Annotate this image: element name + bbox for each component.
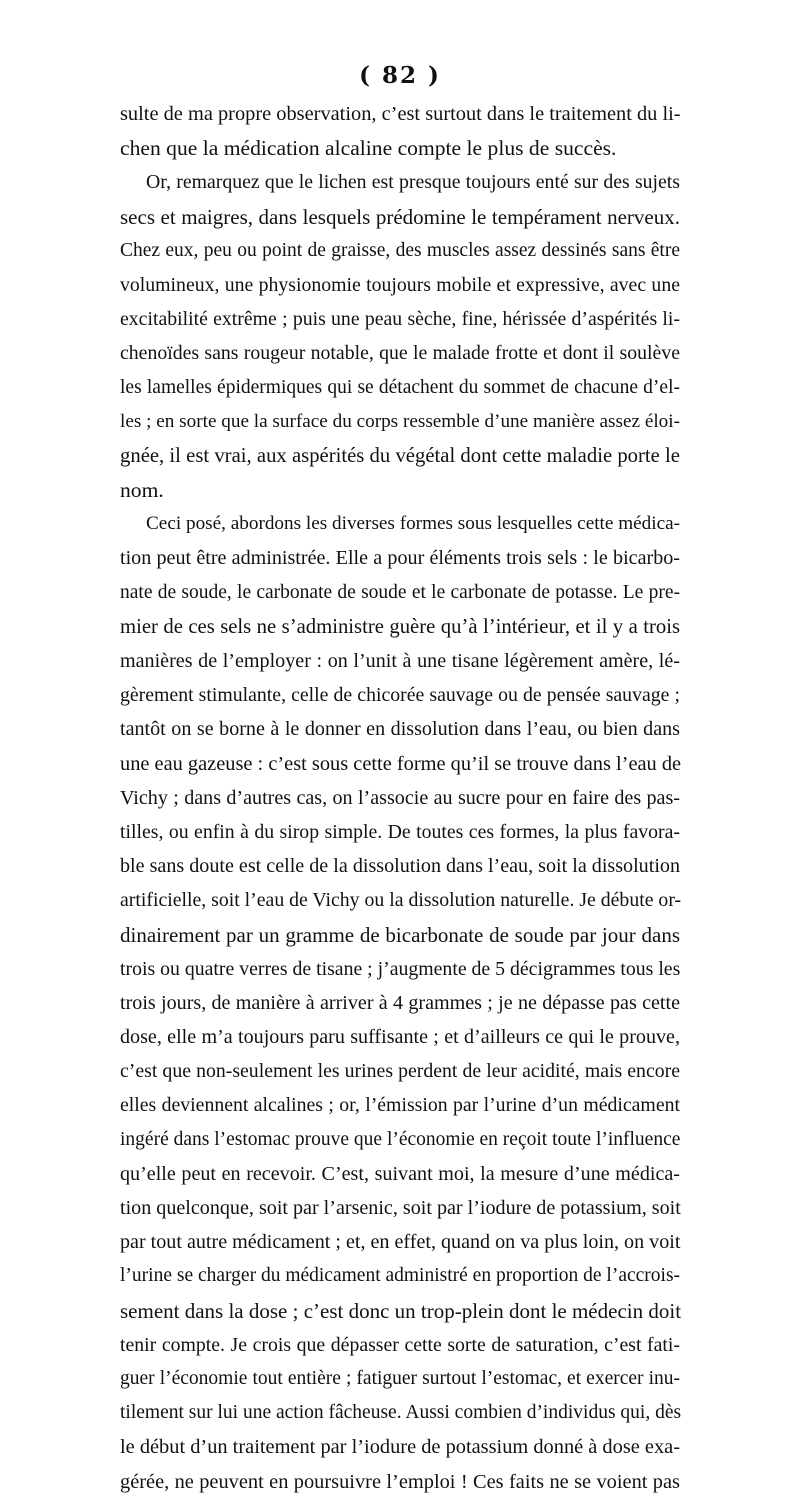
text-line: chenoïdes sans rougeur notable, que le malade frotte et dont il soulève (120, 342, 680, 365)
text-line: tilles, ou enfin à du sirop simple. De toutes ces formes, la plus favora- (120, 820, 680, 843)
text-line: qu’elle peut en recevoir. C’est, suivant moi, la mesure d’une médica- (120, 1162, 680, 1185)
text-line: Vichy ; dans d’autres cas, on l’associe au sucre pour en faire des pas- (120, 786, 680, 809)
text-line: gérée, ne peuvent en poursuivre l’emploi ! Ces faits ne se voient pas (120, 1470, 680, 1493)
page-number: ( 82 ) (359, 62, 441, 89)
text-line: tantôt on se borne à le donner en dissolution dans l’eau, ou bien dans (120, 718, 680, 741)
text-line: gèrement stimulante, celle de chicorée sauvage ou de pensée sauvage ; (120, 684, 680, 707)
text-line: excitabilité extrême ; puis une peau sèche, fine, hérissée d’aspérités li- (120, 308, 680, 331)
text-line: volumineux, une physionomie toujours mobile et expressive, avec une (120, 273, 680, 296)
text-line: trois jours, de manière à arriver à 4 grammes ; je ne dépasse pas cette (120, 991, 680, 1014)
text-line: c’est que non-seulement les urines perdent de leur acidité, mais encore (120, 1060, 680, 1083)
text-line: guer l’économie tout entière ; fatiguer surtout l’estomac, et exercer inu- (120, 1367, 680, 1389)
paragraph-3 (120, 507, 680, 1498)
text-line: le début d’un traitement par l’iodure de potassium donné à dose exa- (120, 1436, 680, 1459)
text-line: gnée, il est vrai, aux aspérités du végétal dont cette maladie porte le (120, 444, 680, 467)
paragraph-2 (120, 165, 680, 507)
text-line: par tout autre médicament ; et, en effet, quand on va plus loin, on voit (120, 1231, 681, 1254)
text-line: Ceci posé, abordons les diverses formes sous lesquelles cette médica- (146, 513, 680, 535)
text-line: Chez eux, peu ou point de graisse, des muscles assez dessinés sans être (120, 239, 680, 261)
text-line: l’urine se charger du médicament administré en proportion de l’accrois- (120, 1265, 681, 1287)
paragraph-1 (120, 97, 680, 165)
text-line: les lamelles épidermiques qui se détachent du sommet de chacune d’el- (120, 376, 680, 398)
text-line: ble sans doute est celle de la dissolution dans l’eau, soit la dissolution (120, 855, 680, 878)
text-line: mier de ces sels ne s’administre guère qu’à l’intérieur, et il y a trois (120, 615, 680, 638)
text-line: secs et maigres, dans lesquels prédomine le tempérament nerveux. (120, 204, 680, 229)
text-line: trois ou quatre verres de tisane ; j’augmente de 5 décigrammes tous les (120, 957, 681, 980)
text-line: une eau gazeuse : c’est sous cette forme qu’il se trouve dans l’eau de (120, 752, 682, 775)
text-line: nate de soude, le carbonate de soude et le carbonate de potasse. Le pre- (120, 581, 680, 603)
body-text (120, 97, 680, 1499)
text-line: tenir compte. Je crois que dépasser cette sorte de saturation, c’est fati- (120, 1333, 680, 1356)
text-line: tilement sur lui une action fâcheuse. Aussi combien d’individus qui, dès (120, 1402, 682, 1424)
text-line: sement dans la dose ; c’est donc un trop-plein dont le médecin doit (120, 1298, 682, 1323)
text-line: manières de l’employer : on l’unit à une tisane légèrement amère, lé- (120, 650, 680, 672)
text-line: dinairement par un gramme de bicarbonate de soude par jour dans (120, 922, 680, 947)
text-line: sulte de ma propre observation, c’est surtout dans le traitement du li- (120, 103, 681, 125)
text-line: tion quelconque, soit par l’arsenic, soit par l’iodure de potassium, soit (120, 1197, 681, 1219)
text-line: chen que la médication alcaline compte le plus de succès. (120, 136, 617, 161)
text-line: Or, remarquez que le lichen est presque toujours enté sur des sujets (146, 171, 680, 194)
text-line: nom. (120, 478, 164, 503)
text-line: ingéré dans l’estomac prouve que l’économie en reçoit toute l’influence (120, 1128, 681, 1150)
text-line: dose, elle m’a toujours paru suffisante ; et d’ailleurs ce qui le prouve, (120, 1026, 680, 1049)
text-line: artificielle, soit l’eau de Vichy ou la dissolution naturelle. Je débute or- (120, 889, 682, 912)
text-line: les ; en sorte que la surface du corps ressemble d’une manière assez éloi- (120, 410, 680, 432)
text-line: tion peut être administrée. Elle a pour éléments trois sels : le bicarbo- (120, 547, 680, 570)
text-line: elles deviennent alcalines ; or, l’émission par l’urine d’un médicament (120, 1094, 680, 1117)
